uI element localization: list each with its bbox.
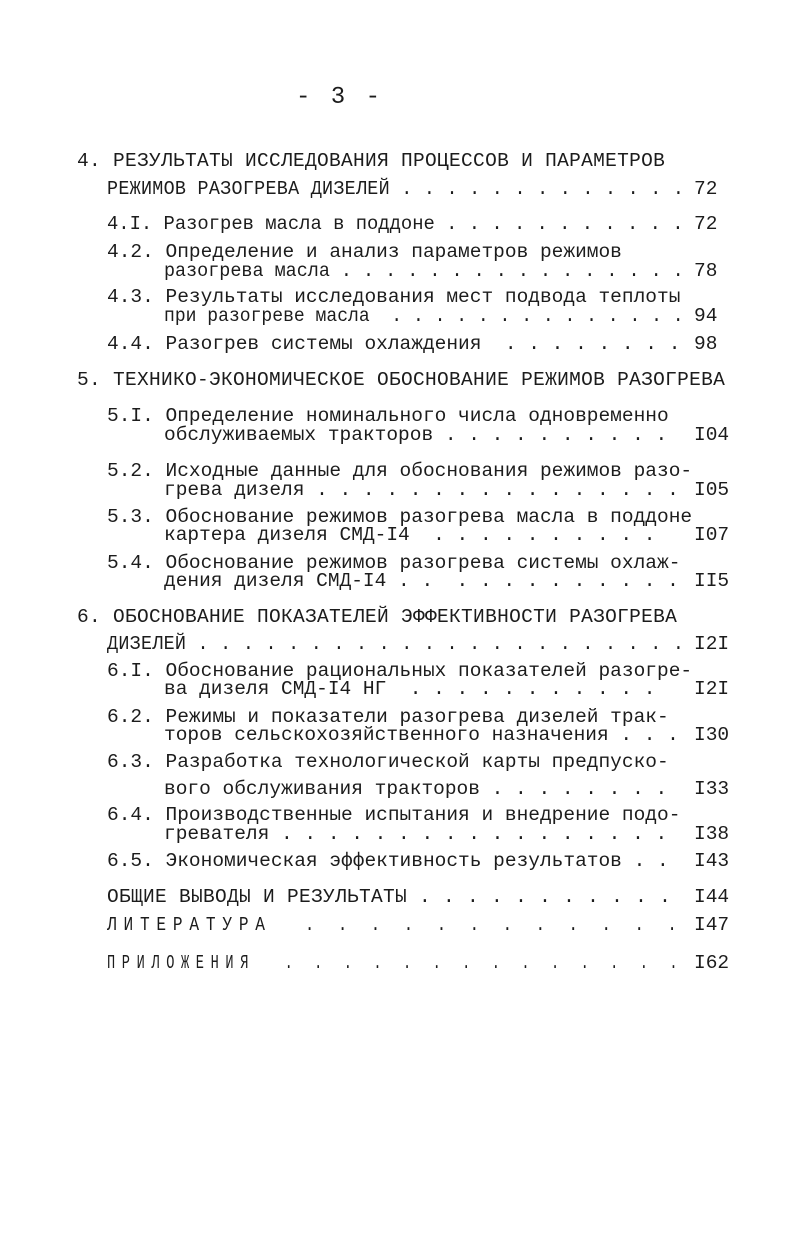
toc-subentry-cont: гревателя . . . . . . . . . . . . . . . . . [164, 823, 668, 845]
toc-page-number: I2I [694, 633, 730, 655]
toc-subentry-cont: обслуживаемых тракторов . . . . . . . . . . [164, 424, 668, 446]
toc-subentry: 5.4. Обоснование режимов разогрева системы охлаж- [107, 552, 681, 574]
toc-page-number: I44 [694, 886, 730, 908]
toc-subentry: 5.3. Обоснование режимов разогрева масла в поддоне [107, 506, 693, 528]
toc-subentry: 4.2. Определение и анализ параметров режимов [107, 241, 622, 263]
toc-subentry: 4.3. Результаты исследования мест подвода теплоты [107, 286, 681, 308]
toc-subentry-cont: ва дизеля СМД-I4 НГ . . . . . . . . . . . [164, 678, 656, 700]
toc-subentry-cont: дения дизеля СМД-I4 . . . . . . . . . . . . [164, 570, 679, 592]
toc-section-heading: 4. РЕЗУЛЬТАТЫ ИССЛЕДОВАНИЯ ПРОЦЕССОВ И ПАРАМЕТРОВ [77, 150, 666, 172]
toc-subentry: 4.I. Разогрев масла в поддоне . . . . . . . . . . . [107, 213, 684, 235]
toc-page-number: 72 [694, 178, 718, 200]
toc-page-number: I04 [694, 424, 730, 446]
toc-page-number: I43 [694, 850, 730, 872]
toc-page-number: 72 [694, 213, 718, 235]
toc-subentry-cont: разогрева масла . . . . . . . . . . . . . . . . [164, 260, 684, 282]
toc-subentry-cont: при разогреве масла . . . . . . . . . . . . . . [164, 305, 684, 327]
toc-subentry: 5.2. Исходные данные для обоснования режимов разо- [107, 460, 693, 482]
toc-subentry-cont: вого обслуживания тракторов . . . . . . . . [164, 778, 668, 800]
toc-section-heading: 6. ОБОСНОВАНИЕ ПОКАЗАТЕЛЕЙ ЭФФЕКТИВНОСТИ РАЗОГРЕВА [77, 606, 678, 628]
toc-subentry: 6.3. Разработка технологической карты предпуско- [107, 751, 669, 773]
toc-subentry-cont: картера дизеля СМД-I4 . . . . . . . . . . [164, 524, 656, 546]
toc-conclusions: ОБЩИЕ ВЫВОДЫ И РЕЗУЛЬТАТЫ . . . . . . . . . . . [107, 886, 672, 908]
toc-page-number: 78 [694, 260, 718, 282]
toc-section-heading: 5. ТЕХНИКО-ЭКОНОМИЧЕСКОЕ ОБОСНОВАНИЕ РЕЖИМОВ РАЗОГРЕВА [77, 369, 726, 391]
toc-page-number: I62 [694, 952, 730, 974]
toc-page-number: I30 [694, 724, 730, 746]
toc-page-number: 98 [694, 333, 718, 355]
toc-appendices: ПРИЛОЖЕНИЯ . . . . . . . . . . . . . . [107, 952, 685, 974]
toc-subentry: 6.4. Производственные испытания и внедрение подо- [107, 804, 681, 826]
toc-subentry: 5.I. Определение номинального числа одновременно [107, 405, 669, 427]
toc-subentry: 6.2. Режимы и показатели разогрева дизелей трак- [107, 706, 669, 728]
toc-page-number: 94 [694, 305, 718, 327]
toc-section-heading-cont: ДИЗЕЛЕЙ . . . . . . . . . . . . . . . . . . . . . . [107, 633, 685, 655]
toc-page-number: I05 [694, 479, 730, 501]
page-number: - 3 - [296, 84, 384, 111]
toc-page-number: I2I [694, 678, 730, 700]
toc-literature: ЛИТЕРАТУРА . . . . . . . . . . . . [107, 914, 684, 936]
toc-section-heading-cont: РЕЖИМОВ РАЗОГРЕВА ДИЗЕЛЕЙ . . . . . . . . . . . . . [107, 178, 685, 200]
toc-page-number: I33 [694, 778, 730, 800]
toc-subentry-cont: грева дизеля . . . . . . . . . . . . . . . . [164, 479, 679, 501]
toc-page-number: I47 [694, 914, 730, 936]
toc-subentry: 4.4. Разогрев системы охлаждения . . . . . . . . [107, 333, 681, 355]
toc-page-number: II5 [694, 570, 730, 592]
toc-subentry-cont: торов сельскохозяйственного назначения . . . [164, 724, 679, 746]
toc-page-number: I07 [694, 524, 730, 546]
toc-page-number: I38 [694, 823, 730, 845]
toc-subentry: 6.5. Экономическая эффективность результатов . . [107, 850, 669, 872]
toc-subentry: 6.I. Обоснование рациональных показателей разогре- [107, 660, 693, 682]
